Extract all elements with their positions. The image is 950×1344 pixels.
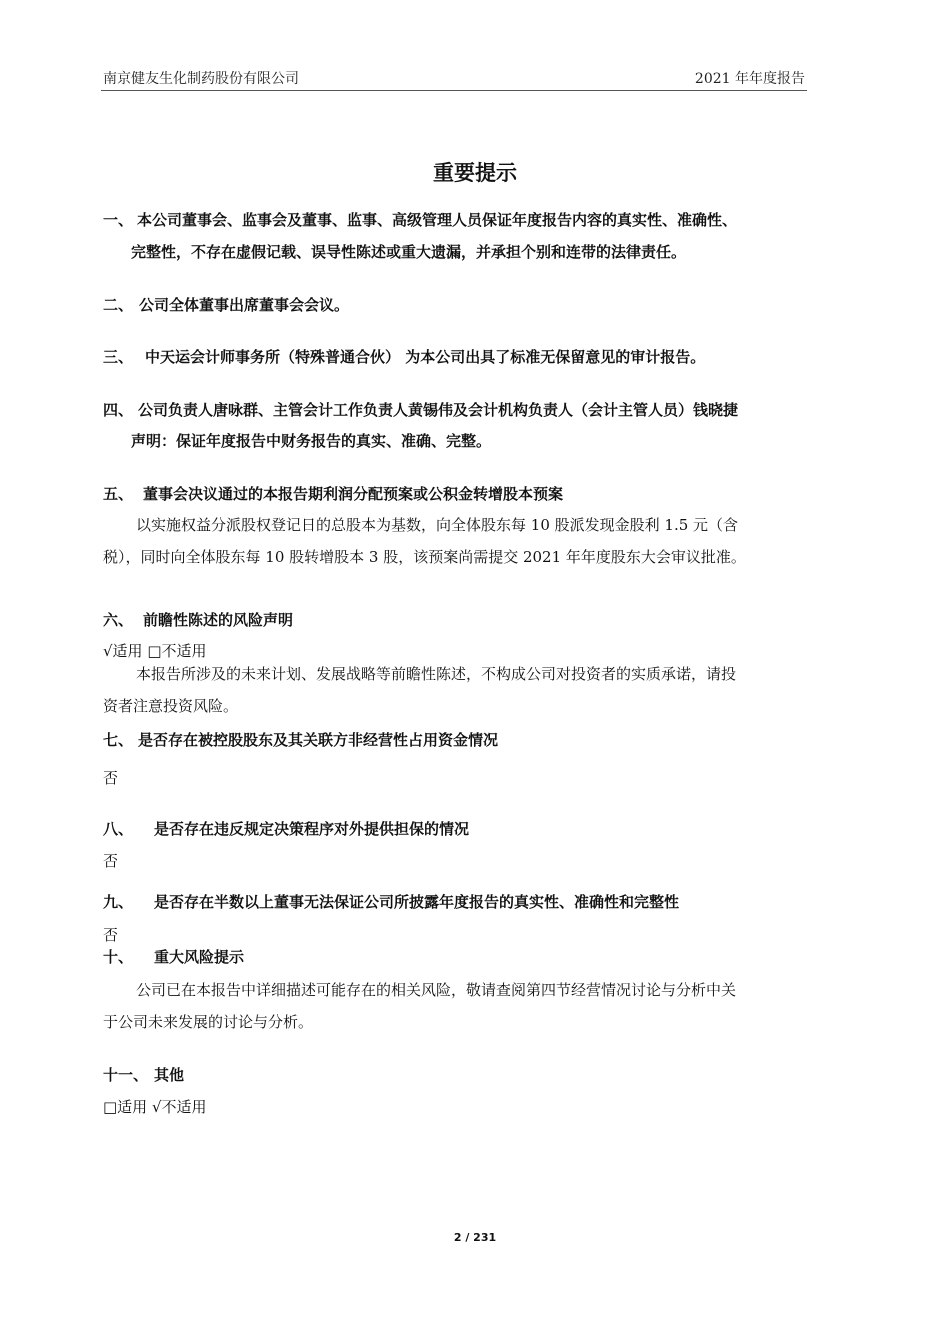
item-1-line2: 完整性，不存在虚假记载、误导性陈述或重大遗漏，并承担个别和连带的法律责任。 (131, 243, 687, 261)
page-header (101, 66, 807, 91)
item-3-num: 三、 (103, 348, 134, 366)
item-10-line1: 重大风险提示 (154, 948, 245, 966)
item-2-num: 二、 (103, 296, 134, 314)
item-7-line1: 是否存在被控股股东及其关联方非经营性占用资金情况 (138, 731, 499, 749)
item-5-body1: 以实施权益分派股权登记日的总股本为基数，向全体股东每 10 股派发现金股利 1.5 元（含 (136, 516, 739, 534)
item-5-line1: 董事会决议通过的本报告期利润分配预案或公积金转增股本预案 (143, 485, 564, 503)
item-4-num: 四、 (103, 401, 134, 419)
item-8-line1: 是否存在违反规定决策程序对外提供担保的情况 (154, 820, 470, 838)
item-11-applicable: □适用 √不适用 (103, 1098, 207, 1116)
item-10-body1: 公司已在本报告中详细描述可能存在的相关风险，敬请查阅第四节经营情况讨论与分析中关 (136, 981, 737, 999)
item-10-num: 十、 (103, 948, 134, 966)
company-name: 南京健友生化制药股份有限公司 (103, 71, 299, 87)
item-7-num: 七、 (103, 731, 134, 749)
item-9-num: 九、 (103, 893, 134, 911)
item-11-num: 十一、 (103, 1066, 149, 1084)
item-5-body2: 税），同时向全体股东每 10 股转增股本 3 股，该预案尚需提交 2021 年年度股东大会审议批准。 (103, 548, 746, 566)
page-title: 重要提示 (433, 161, 517, 185)
item-9-answer: 否 (103, 926, 119, 944)
item-3-line1: 中天运会计师事务所（特殊普通合伙） 为本公司出具了标准无保留意见的审计报告。 (145, 348, 706, 366)
item-6-num: 六、 (103, 611, 134, 629)
item-4-line2: 声明：保证年度报告中财务报告的真实、准确、完整。 (131, 432, 492, 450)
item-6-line1: 前瞻性陈述的风险声明 (143, 611, 294, 629)
page-number: 2 / 231 (453, 1231, 497, 1244)
item-8-answer: 否 (103, 852, 119, 870)
item-6-body1: 本报告所涉及的未来计划、发展战略等前瞻性陈述，不构成公司对投资者的实质承诺，请投 (136, 665, 737, 683)
item-5-num: 五、 (103, 485, 134, 503)
item-6-applicable: √适用 □不适用 (103, 642, 207, 660)
item-9-line1: 是否存在半数以上董事无法保证公司所披露年度报告的真实性、准确性和完整性 (154, 893, 680, 911)
item-11-line1: 其他 (154, 1066, 185, 1084)
item-1-line1: 本公司董事会、监事会及董事、监事、高级管理人员保证年度报告内容的真实性、准确性、 (137, 211, 738, 229)
report-name: 2021 年年度报告 (694, 71, 805, 87)
item-8-num: 八、 (103, 820, 134, 838)
item-1-num: 一、 (103, 211, 134, 229)
item-6-body2: 资者注意投资风险。 (103, 697, 239, 715)
item-10-body2: 于公司未来发展的讨论与分析。 (103, 1013, 314, 1031)
item-7-answer: 否 (103, 769, 119, 787)
item-2-line1: 公司全体董事出席董事会会议。 (139, 296, 350, 314)
item-4-line1: 公司负责人唐咏群、主管会计工作负责人黄锡伟及会计机构负责人（会计主管人员）钱晓捷 (138, 401, 739, 419)
